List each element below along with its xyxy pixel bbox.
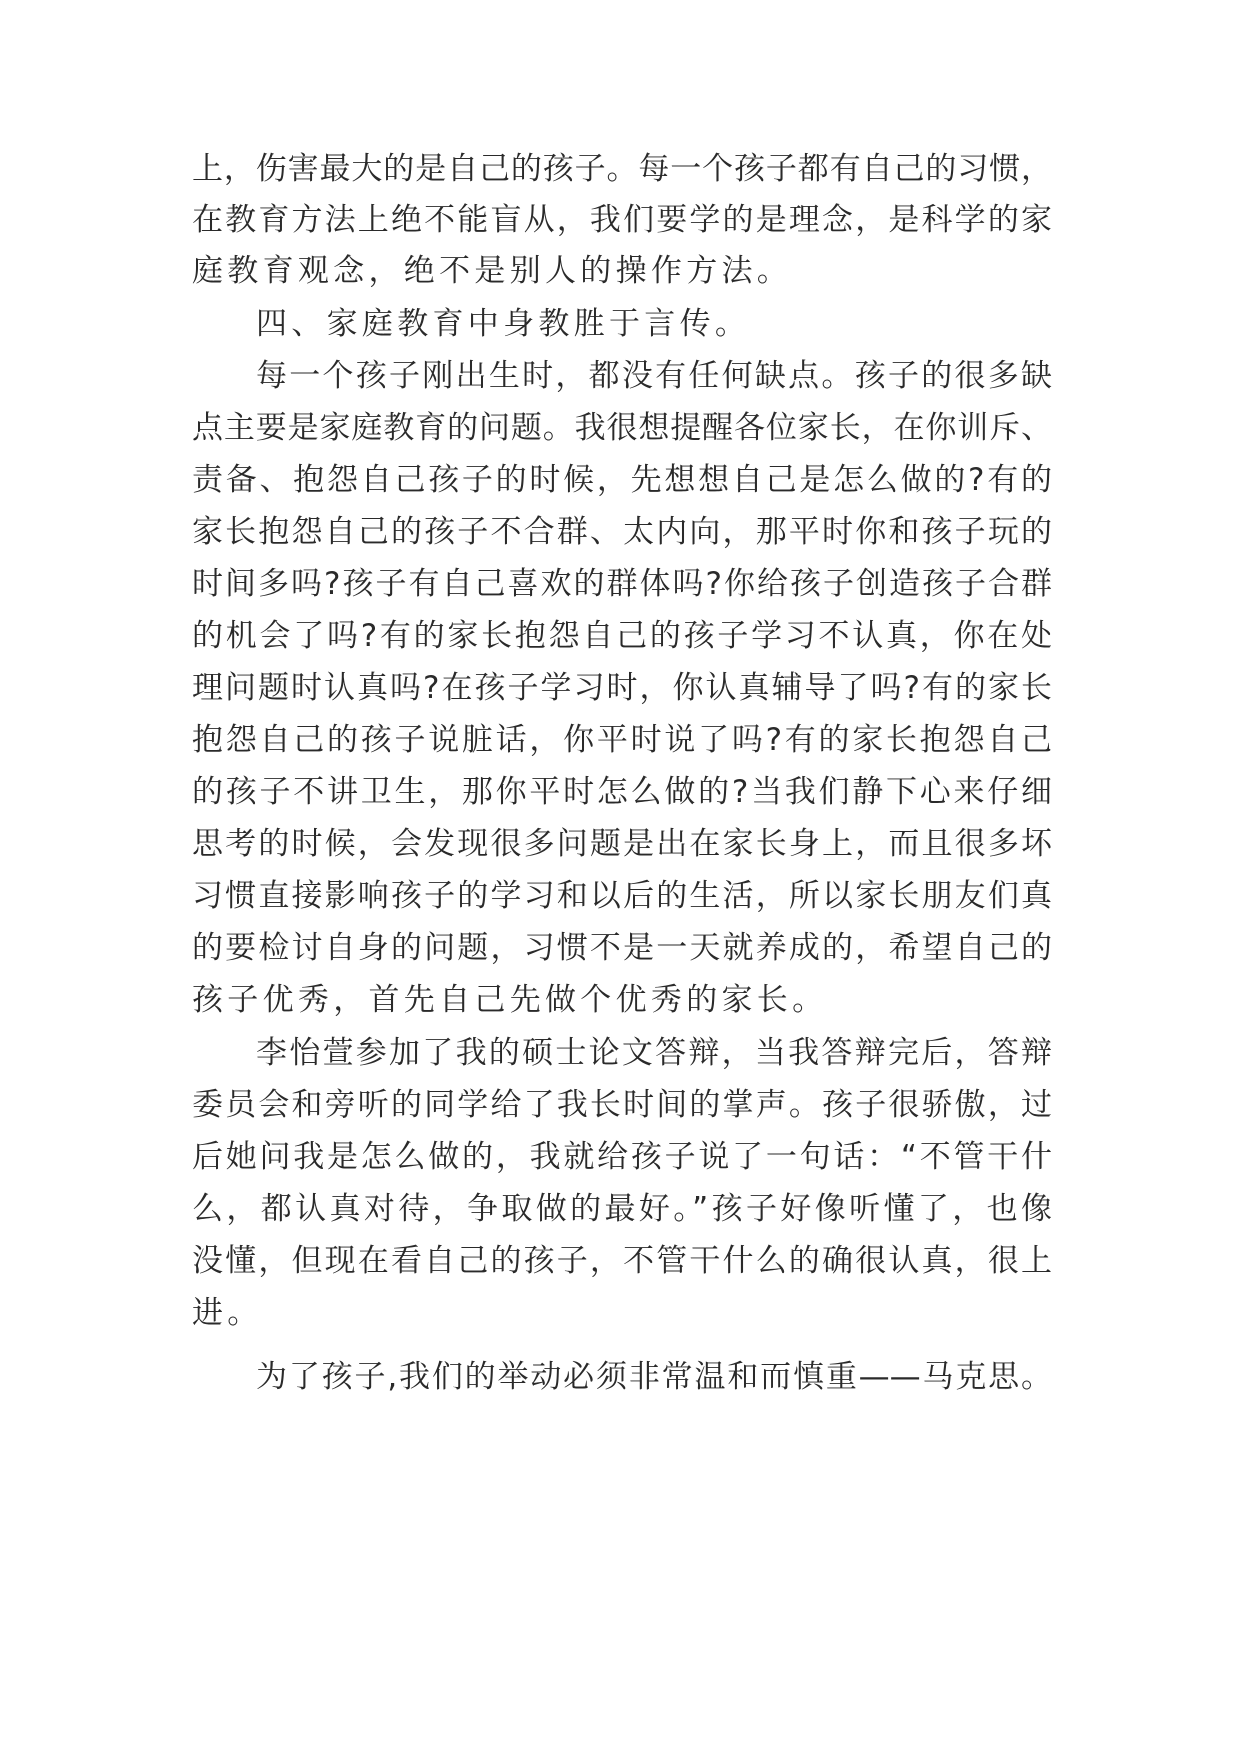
- paragraph-first-line: 每一个孩子刚出生时，都没有任何缺点。孩子的很多缺: [256, 358, 1052, 394]
- text-line: 么，都认真对待，争取做的最好。”孩子好像听懂了，也像: [192, 1191, 1052, 1227]
- text-line: 进。: [192, 1295, 263, 1331]
- text-line: 在教育方法上绝不能盲从，我们要学的是理念，是科学的家: [192, 202, 1052, 238]
- section-heading: 四、家庭教育中身教胜于言传。: [256, 306, 751, 342]
- text-line: 习惯直接影响孩子的学习和以后的生活，所以家长朋友们真: [192, 878, 1052, 914]
- text-line: 孩子优秀，首先自己先做个优秀的家长。: [192, 982, 828, 1018]
- text-line: 抱怨自己的孩子说脏话，你平时说了吗?有的家长抱怨自己: [192, 722, 1052, 758]
- text-line: 庭教育观念，绝不是别人的操作方法。: [192, 253, 793, 289]
- text-line: 委员会和旁听的同学给了我长时间的掌声。孩子很骄傲，过: [192, 1087, 1052, 1123]
- text-line: 点主要是家庭教育的问题。我很想提醒各位家长，在你训斥、: [192, 410, 1052, 446]
- text-line: 责备、抱怨自己孩子的时候，先想想自己是怎么做的?有的: [192, 462, 1052, 498]
- text-line: 的要检讨自身的问题，习惯不是一天就养成的，希望自己的: [192, 930, 1052, 966]
- text-line: 家长抱怨自己的孩子不合群、太内向，那平时你和孩子玩的: [192, 514, 1052, 550]
- text-line: 后她问我是怎么做的，我就给孩子说了一句话：“不管干什: [192, 1139, 1052, 1175]
- text-line: 上，伤害最大的是自己的孩子。每一个孩子都有自己的习惯，: [192, 151, 1052, 187]
- quote-line: 为了孩子,我们的举动必须非常温和而慎重——马克思。: [256, 1359, 1052, 1395]
- text-line: 时间多吗?孩子有自己喜欢的群体吗?你给孩子创造孩子合群: [192, 566, 1052, 602]
- text-line: 思考的时候，会发现很多问题是出在家长身上，而且很多坏: [192, 826, 1052, 862]
- text-line: 理问题时认真吗?在孩子学习时，你认真辅导了吗?有的家长: [192, 670, 1052, 706]
- text-line: 没懂，但现在看自己的孩子，不管干什么的确很认真，很上: [192, 1243, 1052, 1279]
- text-line: 的机会了吗?有的家长抱怨自己的孩子学习不认真，你在处: [192, 618, 1052, 654]
- paragraph-first-line: 李怡萱参加了我的硕士论文答辩，当我答辩完后，答辩: [256, 1035, 1052, 1071]
- text-line: 的孩子不讲卫生，那你平时怎么做的?当我们静下心来仔细: [192, 774, 1052, 810]
